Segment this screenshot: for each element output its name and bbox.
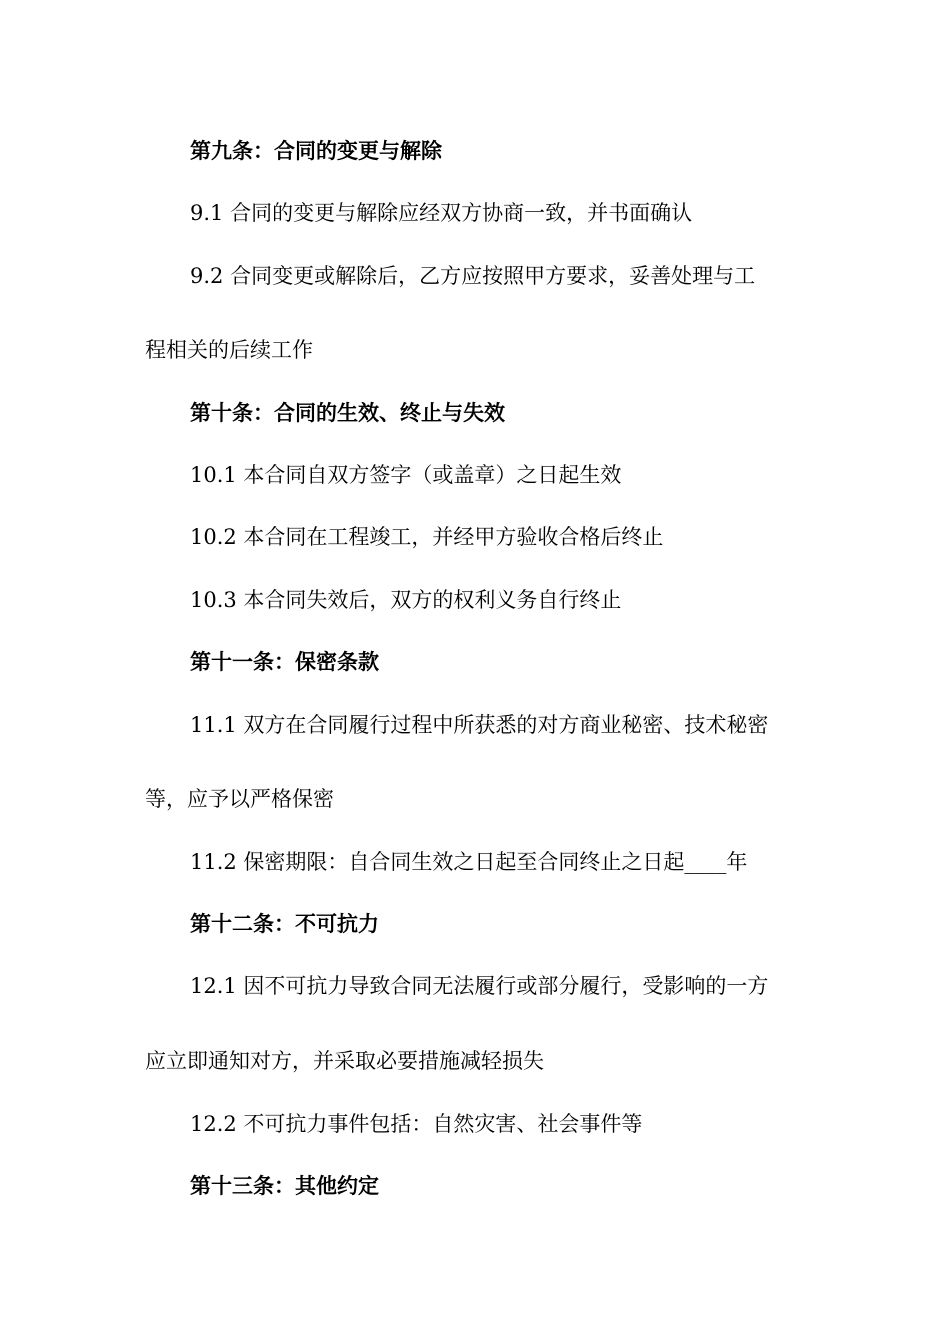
clause-10-1: 10.1 本合同自双方签字（或盖章）之日起生效 [190,463,622,487]
clause-12-1-continued: 应立即通知对方，并采取必要措施减轻损失 [145,1049,544,1073]
article-12-heading: 第十二条：不可抗力 [190,912,379,936]
article-10-heading: 第十条：合同的生效、终止与失效 [190,401,505,425]
clause-11-1-continued: 等，应予以严格保密 [145,787,334,811]
clause-12-1: 12.1 因不可抗力导致合同无法履行或部分履行，受影响的一方 [190,974,769,998]
clause-9-2: 9.2 合同变更或解除后，乙方应按照甲方要求，妥善处理与工 [190,264,756,288]
clause-10-3: 10.3 本合同失效后，双方的权利义务自行终止 [190,588,622,612]
article-13-heading: 第十三条：其他约定 [190,1174,379,1198]
clause-12-2: 12.2 不可抗力事件包括：自然灾害、社会事件等 [190,1112,643,1136]
clause-10-2: 10.2 本合同在工程竣工，并经甲方验收合格后终止 [190,525,664,549]
clause-11-1: 11.1 双方在合同履行过程中所获悉的对方商业秘密、技术秘密 [190,713,769,737]
article-11-heading: 第十一条：保密条款 [190,650,379,674]
clause-9-2-continued: 程相关的后续工作 [145,338,313,362]
article-9-heading: 第九条：合同的变更与解除 [190,139,442,163]
clause-11-2: 11.2 保密期限：自合同生效之日起至合同终止之日起____年 [190,850,748,874]
clause-9-1: 9.1 合同的变更与解除应经双方协商一致，并书面确认 [190,201,693,225]
